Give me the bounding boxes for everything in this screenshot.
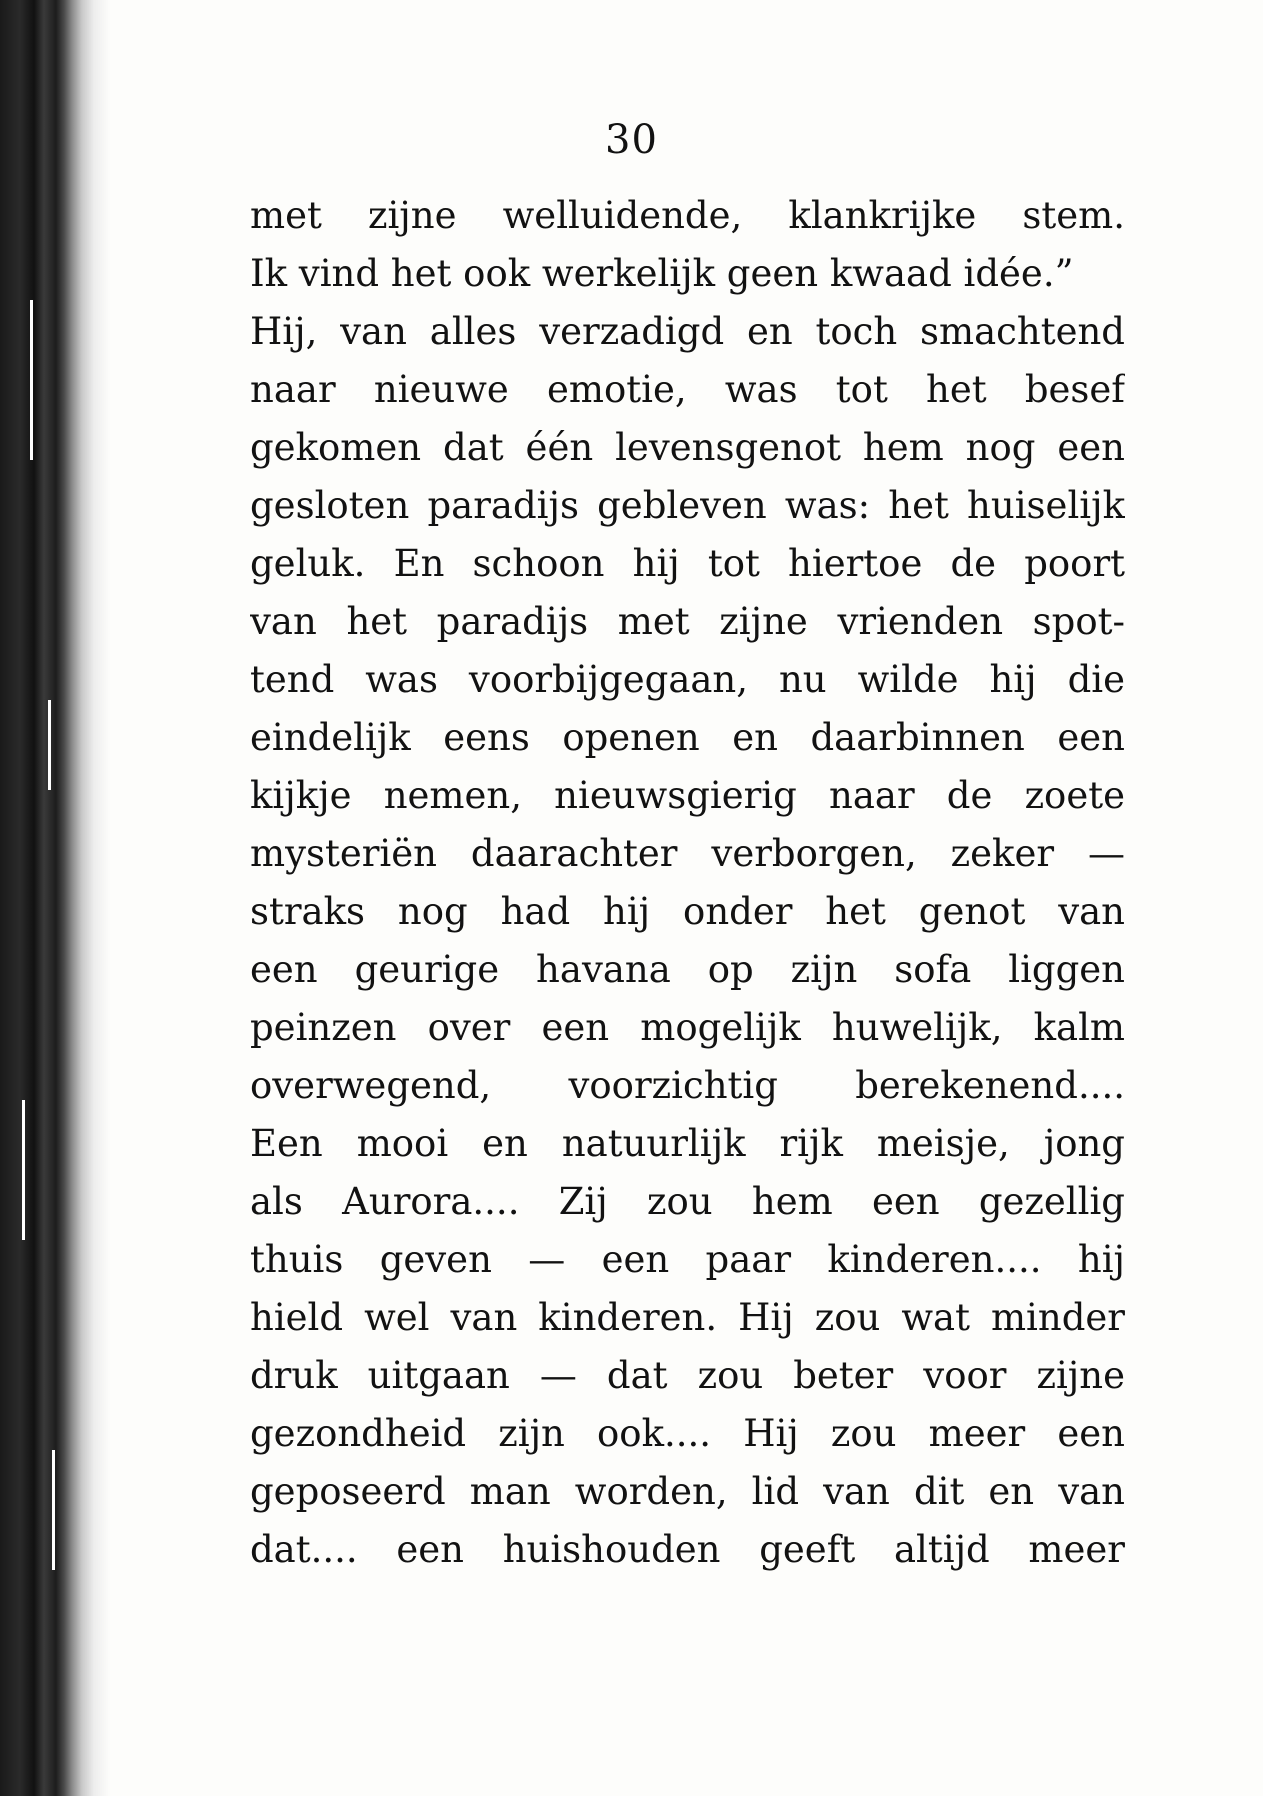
text-line: peinzen over een mogelijk huwelijk, kalm: [250, 1006, 1125, 1049]
page-number: 30: [605, 117, 658, 163]
scan-streak: [52, 1450, 55, 1570]
text-line: gekomen dat één levensgenot hem nog een: [250, 426, 1125, 469]
text-line: met zijne welluidende, klankrijke stem.: [250, 194, 1125, 237]
binding-edge-shadow: [0, 0, 110, 1796]
text-line: dat.... een huishouden geeft altijd meer: [250, 1528, 1125, 1571]
text-line: van het paradijs met zijne vrienden spot-: [250, 600, 1125, 643]
text-line: gesloten paradijs gebleven was: het huiselijk: [250, 484, 1125, 527]
text-line: straks nog had hij onder het genot van: [250, 890, 1125, 933]
text-line: een geurige havana op zijn sofa liggen: [250, 948, 1125, 991]
text-line: naar nieuwe emotie, was tot het besef: [250, 368, 1125, 411]
text-line: hield wel van kinderen. Hij zou wat minder: [250, 1296, 1125, 1339]
text-line: tend was voorbijgegaan, nu wilde hij die: [250, 658, 1125, 701]
text-line: Hij, van alles verzadigd en toch smachtend: [250, 310, 1125, 353]
text-line: thuis geven — een paar kinderen.... hij: [250, 1238, 1125, 1281]
scan-streak: [30, 300, 33, 460]
text-line: Ik vind het ook werkelijk geen kwaad idée.”: [250, 252, 1074, 295]
text-line: geluk. En schoon hij tot hiertoe de poort: [250, 542, 1125, 585]
scan-streak: [22, 1100, 25, 1240]
text-line: eindelijk eens openen en daarbinnen een: [250, 716, 1125, 759]
text-line: druk uitgaan — dat zou beter voor zijne: [250, 1354, 1125, 1397]
text-line: geposeerd man worden, lid van dit en van: [250, 1470, 1125, 1513]
text-line: mysteriën daarachter verborgen, zeker —: [250, 832, 1125, 875]
text-line: kijkje nemen, nieuwsgierig naar de zoete: [250, 774, 1125, 817]
text-line: als Aurora.... Zij zou hem een gezellig: [250, 1180, 1125, 1223]
text-line: overwegend, voorzichtig berekenend....: [250, 1064, 1125, 1107]
body-text: [250, 187, 1125, 1579]
text-line: Een mooi en natuurlijk rijk meisje, jong: [250, 1122, 1125, 1165]
text-line: gezondheid zijn ook.... Hij zou meer een: [250, 1412, 1125, 1455]
scan-streak: [48, 700, 51, 790]
